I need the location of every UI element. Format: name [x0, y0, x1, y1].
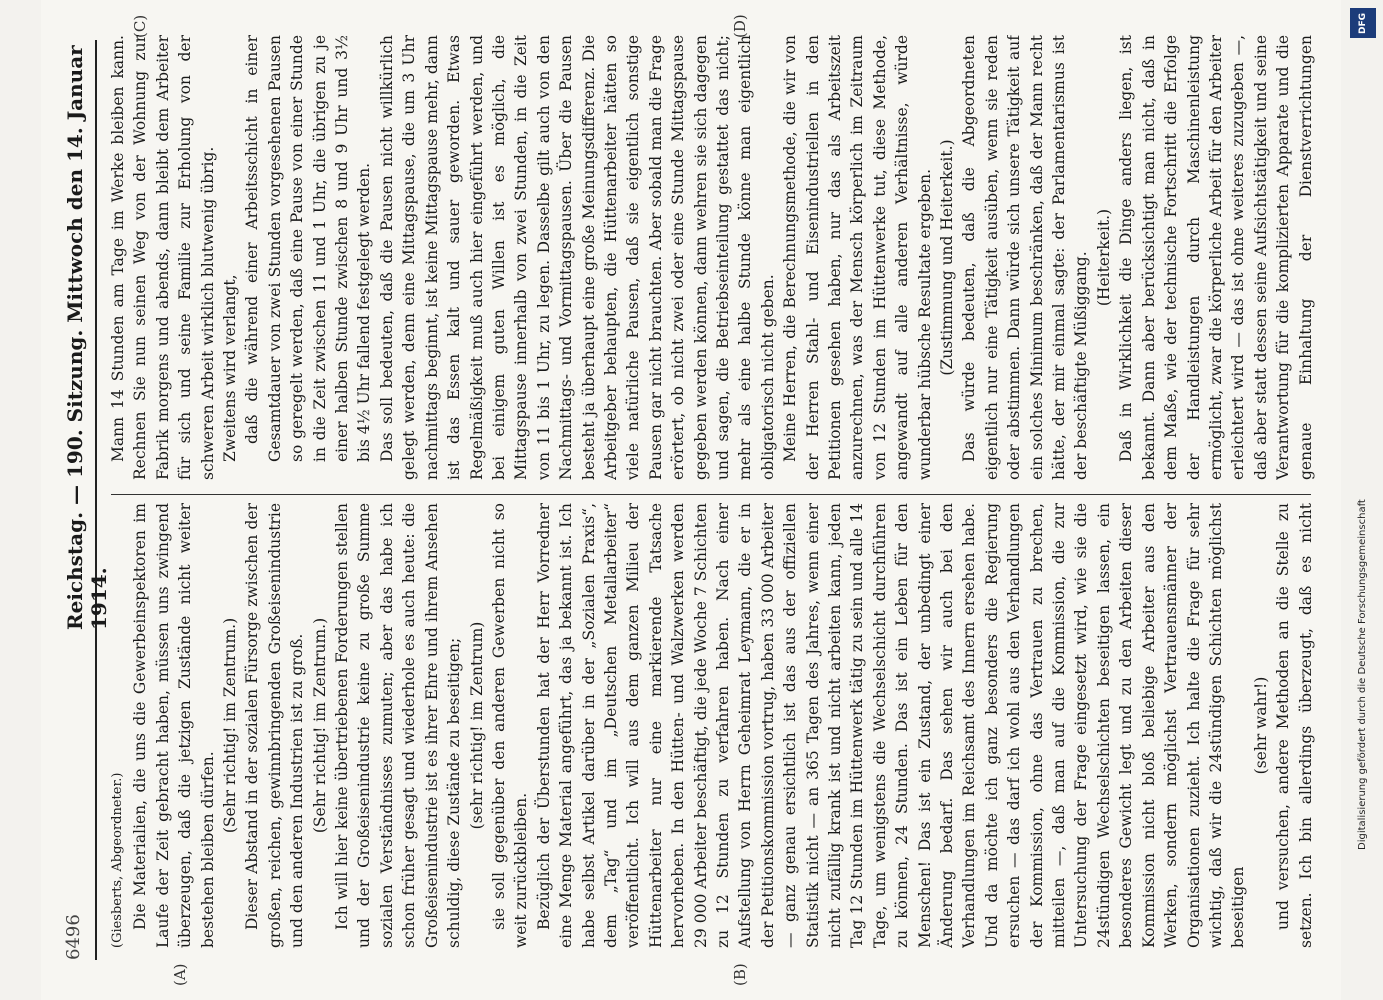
paragraph: Mann 14 Stunden am Tage im Werke bleiben kann. Rechnen Sie nun seinen Weg von der Wohnung zur Fabrik morgens und abends, dann bleibt dem Arbeiter für sich und seine Familie zur Erholung von der schweren Arbeit wirklich blutwenig übrig. — [109, 35, 217, 480]
interjection: (sehr wahr!) — [1251, 676, 1270, 775]
right-column — [107, 35, 1317, 480]
paragraph: und versuchen, andere Methoden an die Stelle zu setzen. Ich bin allerdings überzeugt, daß es nicht — [1274, 503, 1315, 948]
paragraph: Meine Herren, die Berechnungsmethode, die wir von der Herren Stahl- und Eisenindustriellen in den Petitionen gesehen haben, nur das als Arbeitszeit anzurechnen, was der Mensch körperlich im Zeitraum von 12 Stunden im Hüttenwerke tut, diese Methode, angewandt auf alle anderen Verhältnisse, würde wunderbar hübsche Resultate ergeben. — [781, 35, 934, 480]
interjection: (sehr richtig! im Zentrum) — [467, 621, 486, 830]
left-column — [107, 503, 1317, 948]
quote-paragraph: daß die während einer Arbeitsschicht in einer Gesamtdauer von zwei Stunden vorgesehenen Pausen so geregelt werden, daß eine Pause von einer Stunde in die Zeit zwischen 11 und 1 Uhr, die übrigen zu je einer halben Stunde zwischen 8 und 9 Uhr und 3½ bis 4½ Uhr fallend festgelegt werden. — [243, 35, 374, 462]
paragraph: Das soll bedeuten, daß die Pausen nicht willkürlich gelegt werden, denn eine Mittagspause, die um 3 Uhr nachmittags beginnt, ist keine Mittagspause mehr, dann ist das Essen kalt und sauer geworden. Etwas Regelmäßigkeit muß auch hier eingeführt werden, und bei einigem guten Willen ist es möglich, die Mittagspause innerhalb von zwei Stunden, in die Zeit von 11 bis 1 Uhr, zu legen. Dasselbe gilt auch von den Nachmittags- und Vormittagspausen. Über die Pausen besteht ja überhaupt eine große Meinungsdifferenz. Die Arbeitgeber behaupten, die Hüttenarbeiter hätten so viele natürliche Pausen, daß sie eigentlich sonstige Pausen gar nicht brauchten. Aber sobald man die Frage erörtert, ob nicht zwei oder eine Stunde Mittagspause gegeben werden können, dann wehren sie sich dagegen und sagen, die Betriebseinteilung gestattet das nicht; mehr als eine halbe Stunde könne man eigentlich obligatorisch nicht geben. — [377, 35, 777, 480]
rotated-page — [41, 0, 1341, 1000]
paragraph: Das würde bedeuten, daß die Abgeordneten eigentlich nur eine Tätigkeit ausüben, wenn sie reden oder abstimmen. Dann würde sich unsere Tätigkeit auf ein solches Minimum beschränken, daß der Mann recht hätte, der mir einmal sagte: der Parlamentarismus ist der beschäftigte Müßiggang. — [960, 35, 1091, 480]
margin-mark-b: (B) — [731, 963, 749, 986]
margin-mark-d: (D) — [731, 14, 749, 38]
margin-mark-a: (A) — [171, 963, 189, 986]
paragraph: Bezüglich der Überstunden hat der Herr Vorredner eine Menge Material angeführt, das ja bekannt ist. Ich habe selbst Artikel darüber in der „Sozialen Praxis“, dem „Tag“ und im „Deutschen Metallarbeiter“ veröffentlicht. Ich will aus dem ganzen Milieu der Hüttenarbeiter nur eine markierende Tatsache hervorheben. In den Hütten- und Walzwerken werden 29 000 Arbeiter beschäftigt, die jede Woche 7 Schichten zu 12 Stunden zu verfahren haben. Nach einer Aufstellung von Herrn Geheimrat Leymann, die er in der Petitionskommission vortrug, haben 33 000 Arbeiter — ganz genau ersichtlich ist das aus der offiziellen Statistik nicht — an 365 Tagen des Jahres, wenn einer nicht zufällig krank ist und nicht arbeiten kann, jeden Tag 12 Stunden im Hüttenwerk tätig zu sein und alle 14 Tage, um wenigstens die Wechselschicht durchführen zu können, 24 Stunden. Das ist ein Leben für den Menschen! Das ist ein Zustand, der unbedingt einer Änderung bedarf. Das sehen wir auch bei den Verhandlungen im Reichsamt des Innern ersehen habe. Und da möchte ich ganz besonders die Regierung ersuchen — das darf ich wohl aus den Verhandlungen der Kommission, ohne das Vertrauen zu brechen, mitteilen —, daß man auf die Kommission, die zur Untersuchung der Frage eingesetzt wird, wie sie die 24stündigen Wechselschichten beseitigen lassen, ein besonderes Gewicht legt und zu den Arbeiten dieser Kommission nicht bloß beliebige Arbeiter aus den Werken, sondern möglichst Vertrauensmänner der Organisationen zuzieht. Ich halte die Frage für sehr wichtig, daß wir die 24stündigen Schichten möglichst beseitigen — [534, 503, 1248, 948]
interjection: (Heiterkeit.) — [1094, 208, 1113, 307]
page-header — [55, 40, 111, 960]
page-number: 6496 — [63, 914, 84, 960]
digitization-credit: Digitalisierung gefördert durch die Deutsche Forschungsgemeinschaft — [1357, 499, 1368, 850]
paragraph: Dieser Abstand in der sozialen Fürsorge zwischen der großen, reichen, gewinnbringenden Großeisenindustrie und den anderen Industrien ist zu groß. — [243, 503, 307, 948]
paragraph: Ich will hier keine übertriebenen Forderungen stellen und der Großeisenindustrie keine zu große Summe sozialen Verständnisses zumuten; aber das habe ich schon früher gesagt und wiederhole es auch heute: die Großeisenindustrie ist es ihrer Ehre und ihrem Ansehen schuldig, diese Zustände zu beseitigen; — [333, 503, 464, 948]
page-title: Reichstag. — 190. Sitzung. Mittwoch den 14. Januar 1914. — [63, 45, 111, 630]
paragraph: Zweitens wird verlangt, — [221, 274, 240, 462]
interjection: (Sehr richtig! im Zentrum.) — [310, 617, 329, 834]
margin-mark-c: (C) — [131, 14, 149, 38]
paragraph: Daß in Wirklichkeit die Dinge anders liegen, ist bekannt. Dann aber berücksichtigt man nicht, daß in dem Maße, wie der technische Fortschritt die Erfolge der Handleistungen durch Maschinenleistung ermöglicht, zwar die körperliche Arbeit für den Arbeiter erleichtert wird — das ist ohne weiteres zuzugeben —, daß aber statt dessen seine Aufsichtstätigkeit und seine Verantwortung für die komplizierten Apparate und die genaue Einhaltung der Dienstverrichtungen — [1117, 35, 1315, 480]
column-divider — [111, 494, 1311, 495]
interjection: (Sehr richtig! im Zentrum.) — [221, 617, 240, 834]
dfg-logo: DFG — [1350, 8, 1376, 38]
paragraph: Die Materialien, die uns die Gewerbeinspektoren im Laufe der Zeit gebracht haben, müssen uns zwingend überzeugen, daß die jetzigen Zustände nicht weiter bestehen bleiben dürfen. — [131, 503, 217, 948]
paragraph: sie soll gegenüber den anderen Gewerben nicht so weit zurückbleiben. — [489, 503, 531, 948]
speaker-label: (Giesberts, Abgeordneter.) — [110, 772, 125, 948]
interjection: (Zustimmung und Heiterkeit.) — [938, 139, 957, 376]
